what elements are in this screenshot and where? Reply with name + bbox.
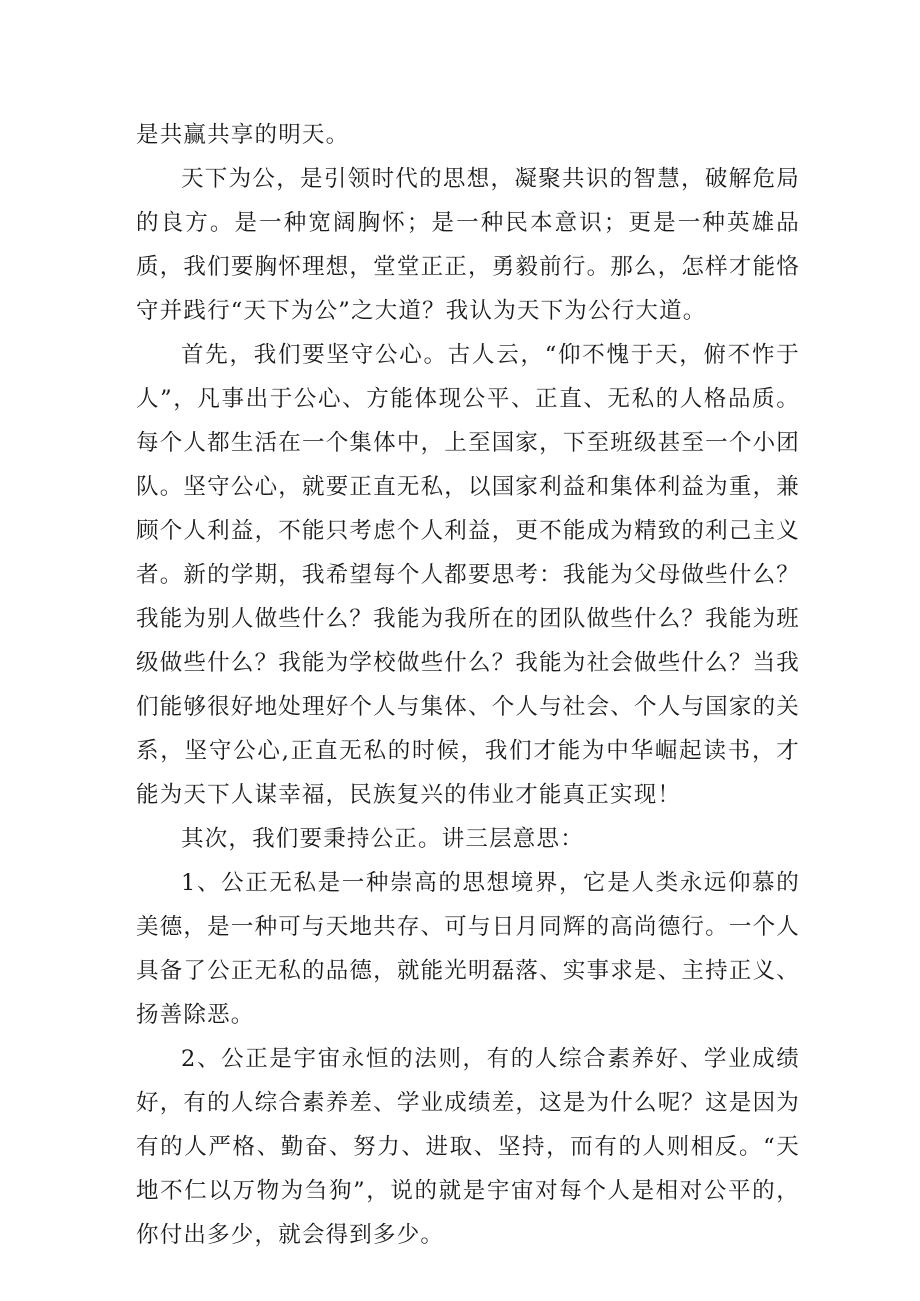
paragraph-item-2: 2、公正是宇宙永恒的法则，有的人综合素养好、学业成绩好，有的人综合素养差、学业成绩差，这是为什么呢？这是因为有的人严格、勤奋、努力、进取、坚持，而有的人则相反。“天地不仁以万物为刍狗”，说的就是宇宙对每个人是相对公平的，你付出多少，就会得到多少。 (136, 1046, 800, 1248)
paragraph-tianxia-weigong: 天下为公，是引领时代的思想，凝聚共识的智慧，破解危局的良方。是一种宽阔胸怀；是一种民本意识；更是一种英雄品质，我们要胸怀理想，堂堂正正，勇毅前行。那么，怎样才能恪守并践行“天下为公”之大道？我认为天下为公行大道。 (136, 166, 800, 324)
document-body (136, 113, 800, 1257)
paragraph-item-1: 1、公正无私是一种崇高的思想境界，它是人类永远仰慕的美德，是一种可与天地共存、可与日月同辉的高尚德行。一个人具备了公正无私的品德，就能光明磊落、实事求是、主持正义、扬善除恶。 (136, 870, 800, 1028)
paragraph-first-point: 首先，我们要坚守公心。古人云，“仰不愧于天，俯不怍于人”，凡事出于公心、方能体现公平、正直、无私的人格品质。每个人都生活在一个集体中，上至国家，下至班级甚至一个小团队。坚守公心，就要正直无私，以国家利益和集体利益为重，兼顾个人利益，不能只考虑个人利益，更不能成为精致的利己主义者。新的学期，我希望每个人都要思考：我能为父母做些什么？我能为别人做些什么？我能为我所在的团队做些什么？我能为班级做些什么？我能为学校做些什么？我能为社会做些什么？当我们能够很好地处理好个人与集体、个人与社会、个人与国家的关系，坚守公心,正直无私的时候，我们才能为中华崛起读书，才能为天下人谋幸福，民族复兴的伟业才能真正实现！ (136, 342, 800, 808)
paragraph-continuation: 是共赢共享的明天。 (136, 122, 350, 148)
paragraph-second-point: 其次，我们要秉持公正。讲三层意思： (181, 826, 584, 852)
